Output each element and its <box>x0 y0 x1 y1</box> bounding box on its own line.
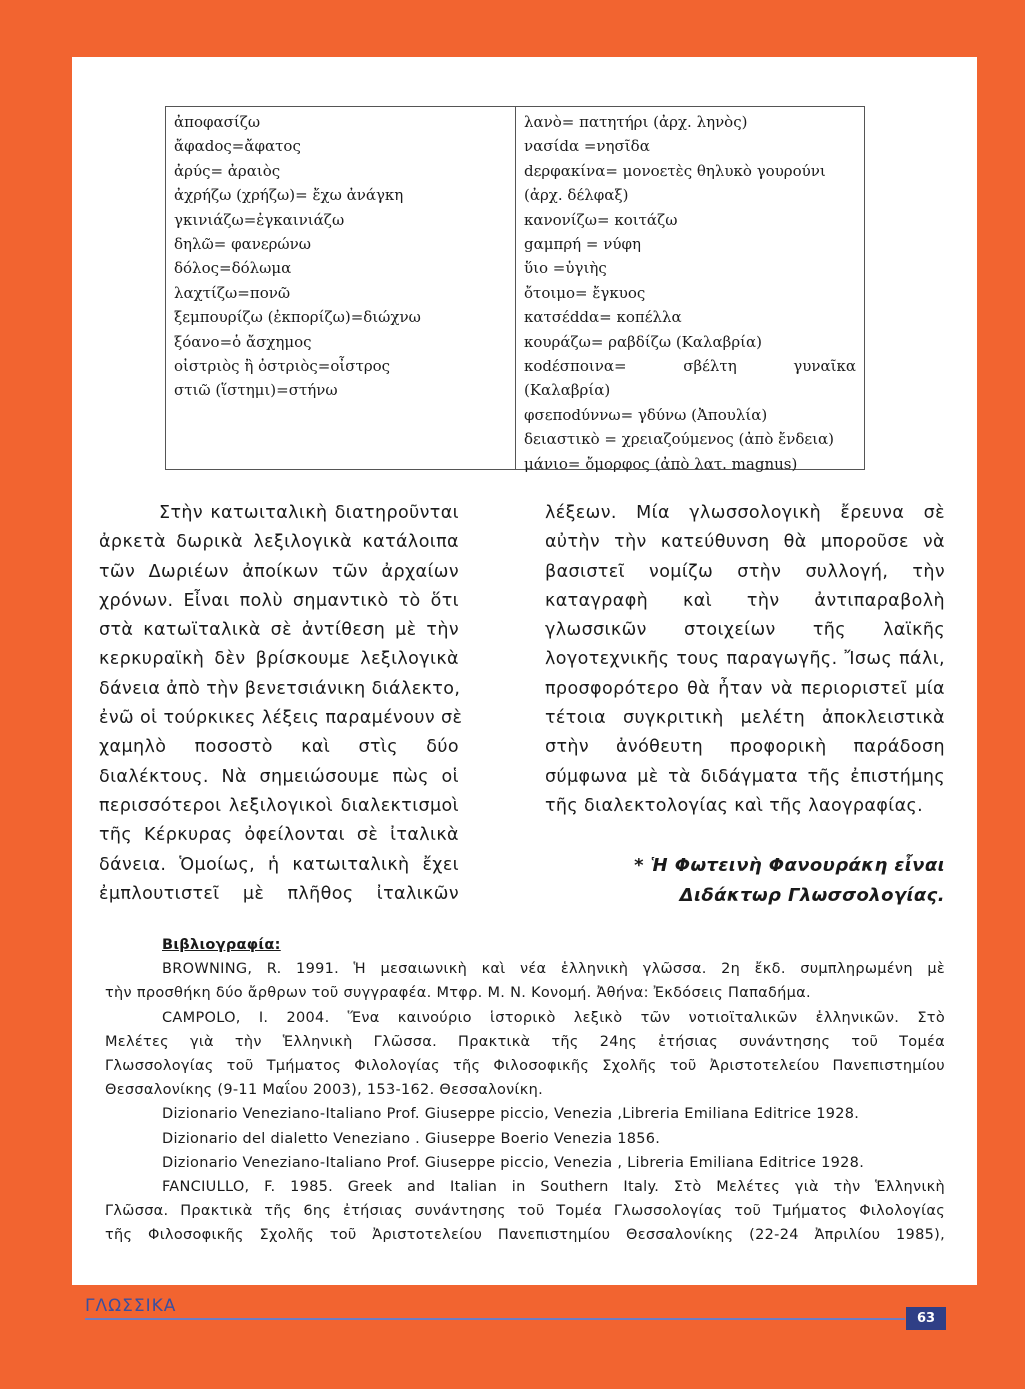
body-text-right <box>545 499 945 821</box>
glossary-row: λαχτίζω=πονῶ <box>174 283 291 302</box>
glossary-row: ξόανο=ὁ ἄσχημος <box>174 332 312 351</box>
text-line: τῶν Δωριέων ἀποίκων τῶν ἀρχαίων <box>99 561 459 582</box>
bibliography-line: Γλῶσσα. Πρακτικὰ τῆς 6ης ἐτήσιας συνάντησης τοῦ Τομέα Γλωσσολογίας τοῦ Τμήματος Φιλολογίας <box>105 1203 945 1220</box>
glossary-row: στιῶ (ἵστημι)=στήνω <box>174 381 338 400</box>
bibliography-line: Γλωσσολογίας τοῦ Τμήματος Φιλολογίας τῆς Φιλοσοφικῆς Σχολῆς τοῦ Ἀριστοτελείου Πανεπιστημίου <box>105 1058 945 1075</box>
bibliography-line: Μελέτες γιὰ τὴν Ἑλληνικὴ Γλῶσσα. Πρακτικὰ τῆς 24ης ἐτήσιας συνάντησης τοῦ Τομέα <box>105 1033 945 1050</box>
text-line: περισσότεροι λεξιλογικοὶ διαλεκτισμοὶ <box>99 795 459 816</box>
text-line: δάνεια. Ὁμοίως, ἡ κατωιταλικὴ ἔχει <box>99 854 459 875</box>
bibliography-entry <box>105 1151 945 1175</box>
bibliography-entry <box>105 1175 945 1248</box>
bibliography-line: τῆς Φιλοσοφικῆς Σχολῆς τοῦ Ἀριστοτελείου Πανεπιστημίου Θεσσαλονίκης (22-24 Ἀπριλίου 1985), <box>105 1227 945 1244</box>
author-note <box>545 851 945 911</box>
text-line: ἀρκετὰ δωρικὰ λεξιλογικὰ κατάλοιπα <box>99 532 459 553</box>
glossary-row: ἄφαdος=ἄφατος <box>174 137 301 156</box>
text-line: χαμηλὸ ποσοστὸ καὶ στὶς δύο <box>99 737 459 758</box>
text-line: Στὴν κατωιταλικὴ διατηροῦνται <box>159 503 459 523</box>
glossary-row: νασίdα =νησῖδα <box>524 137 650 156</box>
glossary-row: ἀχρήζω (χρήζω)= ἔχω ἀνάγκη <box>174 186 404 205</box>
bibliography-line: FANCIULLO, F. 1985. Greek and Italian in Southern Italy. Στὸ Μελέτες γιὰ τὴν Ἑλληνικὴ <box>162 1179 945 1196</box>
text-line: βασιστεῖ νομίζω στὴν συλλογή, τὴν <box>545 561 945 582</box>
glossary-row: δηλῶ= φανερώνω <box>174 235 312 254</box>
glossary-row: γκινιάζω=ἐγκαινιάζω <box>174 210 345 229</box>
glossary-row: δόλος=δόλωμα <box>174 259 292 278</box>
bibliography-line: Θεσσαλονίκης (9-11 Μαΐου 2003), 153-162. Θεσσαλονίκη. <box>105 1082 543 1099</box>
magazine-title: ΓΛΩΣΣΙΚΑ <box>85 1296 177 1316</box>
bibliography-line: CAMPOLO, I. 2004. Ἕνα καινούριο ἱστορικὸ λεξικὸ τῶν νοτιοϊταλικῶν ἑλληνικῶν. Στὸ <box>162 1009 945 1026</box>
bibliography-line: τὴν προσθήκη δύο ἄρθρων τοῦ συγγραφέα. Μτφρ. Μ. Ν. Κονομή. Ἀθήνα: Ἐκδόσεις Παπαδήμα. <box>105 985 811 1002</box>
page-number-badge: 63 <box>906 1307 946 1330</box>
text-line: ἐμπλουτιστεῖ μὲ πλῆθος ἰταλικῶν <box>99 883 459 904</box>
text-line: δάνεια ἀπὸ τὴν βενετσιάνικη διάλεκτο, <box>99 678 461 699</box>
text-line: χρόνων. Εἶναι πολὺ σημαντικὸ τὸ ὅτι <box>99 590 459 611</box>
text-line: στὰ κατωϊταλικὰ σὲ ἀντίθεση μὲ τὴν <box>99 620 459 641</box>
bibliography-line: BROWNING, R. 1991. Ἡ μεσαιωνικὴ καὶ νέα ἑλληνικὴ γλῶσσα. 2η ἔκδ. συμπληρωμένη μὲ <box>162 961 945 978</box>
bibliography-line: Dizionario Veneziano-Italiano Prof. Giuseppe piccio, Venezia , Libreria Emiliana Editrice 1928. <box>162 1154 865 1171</box>
glossary-row: ὕιο =ὑγιὴς <box>524 259 607 278</box>
glossary-row: φσεποdύννω= γδύνω (Ἀπουλία) <box>524 405 768 424</box>
author-line: * Ἡ Φωτεινὴ Φανουράκη εἶναι <box>634 855 945 876</box>
glossary-row: ξεμπουρίζω (ἐκπορίζω)=διώχνω <box>174 308 421 327</box>
text-line: κερκυραϊκὴ δὲν βρίσκουμε λεξιλογικὰ <box>99 649 459 670</box>
text-line: ἐνῶ οἱ τούρκικες λέξεις παραμένουν σὲ <box>99 708 463 729</box>
text-line: λέξεων. Μία γλωσσολογικὴ ἔρευνα σὲ <box>545 503 945 523</box>
bibliography-heading: Βιβλιογραφία: <box>162 937 281 953</box>
glossary-row: (ἀρχ. δέλφαξ) <box>524 186 629 205</box>
glossary-row: κοdέσποινα= σβέλτη γυναῖκα <box>524 357 856 376</box>
glossary-row: κουράζω= ραβδίζω (Καλαβρία) <box>524 332 763 351</box>
glossary-row: κατσέddα= κοπέλλα <box>524 308 682 327</box>
text-line: τέτοια συγκριτικὴ μελέτη ἀποκλειστικὰ <box>545 708 945 729</box>
glossary-row: dερφακίνα= μονοετὲς θηλυκὸ γουρούνι <box>524 161 826 180</box>
glossary-row: (Καλαβρία) <box>524 381 611 400</box>
glossary-row: οἰστριὸς ἢ ὀστριὸς=οἶστρος <box>174 357 391 376</box>
bibliography-entry <box>105 1102 945 1126</box>
footer-divider <box>85 1318 905 1320</box>
text-line: στὴν ἀνόθευτη προφορικὴ παράδοση <box>545 737 945 758</box>
text-line: διαλέκτους. Νὰ σημειώσουμε πὼς οἱ <box>99 766 459 787</box>
glossary-row: κανονίζω= κοιτάζω <box>524 210 678 229</box>
bibliography-line: Dizionario Veneziano-Italiano Prof. Giuseppe piccio, Venezia ,Libreria Emiliana Editrice 1928. <box>162 1106 860 1123</box>
text-line: προσφορότερο θὰ ἦταν νὰ περιοριστεῖ μία <box>545 678 945 699</box>
text-line: τῆς Κέρκυρας ὀφείλονται σὲ ἰταλικὰ <box>99 825 459 846</box>
bibliography-entry <box>105 1006 945 1103</box>
bibliography <box>105 933 945 1248</box>
bibliography-entry <box>105 957 945 1005</box>
glossary-row: gαμπρή = νύφη <box>524 235 641 254</box>
page-sheet <box>72 57 977 1285</box>
glossary-right-column <box>516 107 864 473</box>
body-text-left <box>99 499 463 909</box>
bibliography-line: Dizionario del dialetto Veneziano . Giuseppe Boerio Venezia 1856. <box>162 1130 661 1147</box>
glossary-row: ἀποφασίζω <box>174 113 261 131</box>
glossary-row: μάνιο= ὄμορφος (ἀπὸ λατ. magnus) <box>524 454 798 473</box>
glossary-row: ὄτοιμο= ἔγκυος <box>524 283 646 302</box>
glossary-left-column <box>166 107 516 469</box>
text-line: γλωσσικῶν στοιχείων τῆς λαϊκῆς <box>545 620 945 641</box>
text-line: λογοτεχνικῆς τους παραγωγῆς. Ἴσως πάλι, <box>545 649 945 670</box>
author-line: Διδάκτωρ Γλωσσολογίας. <box>679 885 945 906</box>
bibliography-entry <box>105 1127 945 1151</box>
glossary-row: ἀρύς= ἀραιὸς <box>174 161 281 180</box>
glossary-row: δειαστικὸ = χρειαζούμενος (ἀπὸ ἔνδεια) <box>524 430 835 449</box>
text-line: αὐτὴν τὴν κατεύθυνση θὰ μποροῦσε νὰ <box>545 532 945 553</box>
text-line: τῆς διαλεκτολογίας καὶ τῆς λαογραφίας. <box>545 795 924 816</box>
glossary-row: λανὸ= πατητήρι (ἀρχ. ληνὸς) <box>524 113 748 131</box>
text-line: καταγραφὴ καὶ τὴν ἀντιπαραβολὴ <box>545 590 945 611</box>
text-line: σύμφωνα μὲ τὰ διδάγματα τῆς ἐπιστήμης <box>545 766 945 787</box>
glossary-table <box>165 106 865 473</box>
